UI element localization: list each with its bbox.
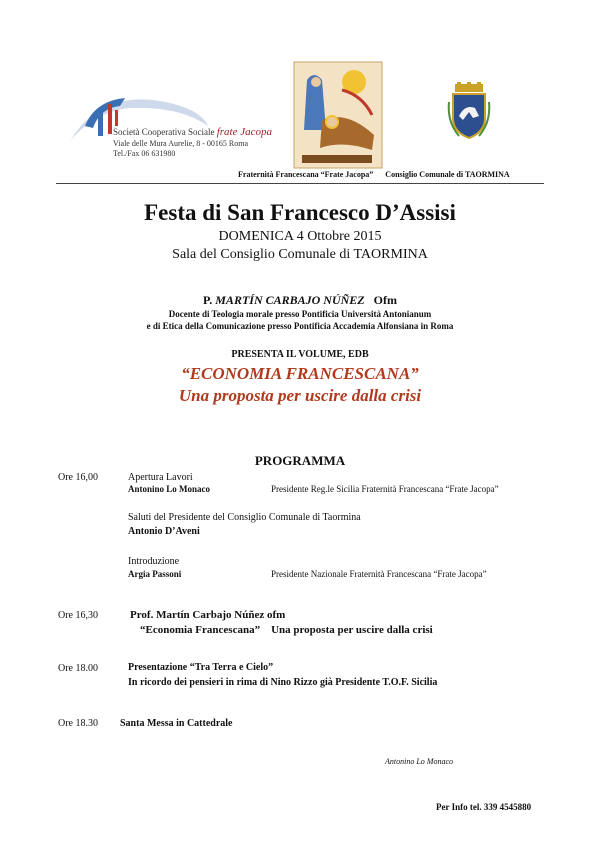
speaker-role-line1: Docente di Teologia morale presso Pontificia Università Antonianum — [168, 309, 432, 319]
time-1: Ore 16,00 — [58, 472, 98, 483]
speaker-role-line2: e di Etica della Comunicazione presso Pontificia Accademia Alfonsiana in Roma — [146, 321, 454, 331]
speaker-name-line — [0, 293, 600, 308]
event-title: Festa di San Francesco D’Assisi — [144, 200, 456, 225]
caption-consiglio: Consiglio Comunale di TAORMINA — [385, 170, 510, 179]
org-line1: Società Cooperativa Sociale — [113, 127, 215, 137]
org-phone: Tel./Fax 06 631980 — [113, 148, 176, 158]
taormina-crest-icon — [447, 82, 491, 140]
caption-fraternita: Fraternità Francescana “Frate Jacopa” — [238, 170, 374, 179]
session-intro-role: Presidente Nazionale Fraternità Francescana “Frate Jacopa” — [271, 569, 487, 579]
session-opening-person: Antonino Lo Monaco — [128, 484, 211, 494]
header-divider — [56, 183, 544, 184]
session-mass: Santa Messa in Cattedrale — [120, 718, 233, 729]
presents-line: PRESENTA IL VOLUME, EDB — [231, 349, 369, 360]
speaker-suffix: Ofm — [373, 293, 397, 307]
session-talk-speaker: Prof. Martín Carbajo Núñez ofm — [130, 609, 286, 621]
time-3: Ore 18.00 — [58, 663, 98, 674]
session-intro-label: Introduzione — [128, 556, 180, 567]
session-greetings-label: Saluti del Presidente del Consiglio Comunale di Taormina — [128, 512, 361, 523]
org-address: Viale delle Mura Aurelie, 8 - 00165 Roma — [113, 139, 249, 149]
session-presentation-desc: In ricordo dei pensieri in rima di Nino Rizzo già Presidente T.O.F. Sicilia — [128, 677, 438, 688]
signature: Antonino Lo Monaco — [385, 757, 453, 766]
time-2: Ore 16,30 — [58, 610, 98, 621]
programma-heading: PROGRAMMA — [254, 453, 346, 468]
session-talk-title: “Economia Francescana” Una proposta per uscire dalla crisi — [140, 624, 433, 636]
org-name-italic: frate Jacopa — [216, 126, 273, 138]
speaker-name: MARTÍN CARBAJO NÚÑEZ — [215, 293, 365, 307]
book-title: “ECONOMIA FRANCESCANA” — [181, 364, 419, 383]
session-opening-label: Apertura Lavori — [128, 472, 193, 483]
organization-info — [113, 126, 272, 158]
session-intro-person: Argia Passoni — [128, 569, 182, 579]
time-4: Ore 18.30 — [58, 718, 98, 729]
session-presentation-title: Presentazione “Tra Terra e Cielo” — [128, 662, 274, 673]
info-phone: Per Info tel. 339 4545880 — [436, 802, 532, 812]
session-opening-role: Presidente Reg.le Sicilia Fraternità Francescana “Frate Jacopa” — [271, 484, 499, 494]
saint-francis-artwork — [292, 60, 384, 170]
event-venue: Sala del Consiglio Comunale di TAORMINA — [172, 247, 428, 262]
book-subtitle: Una proposta per uscire dalla crisi — [178, 386, 422, 405]
event-date: DOMENICA 4 Ottobre 2015 — [218, 229, 382, 244]
header-captions — [238, 170, 520, 179]
session-greetings-person: Antonio D’Aveni — [128, 526, 200, 537]
speaker-prefix: P. — [203, 293, 213, 307]
